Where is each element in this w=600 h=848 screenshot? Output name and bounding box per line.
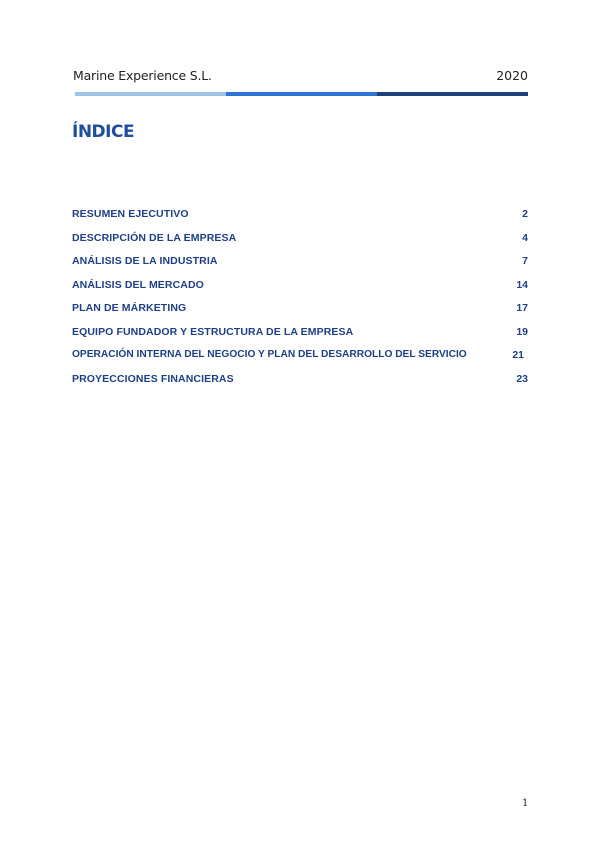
divider-segment-dark	[377, 92, 528, 96]
toc-entry-resumen[interactable]	[72, 208, 528, 232]
toc-entry-page: 7	[522, 255, 528, 267]
page-header	[73, 68, 528, 86]
toc-entry-page: 19	[516, 325, 528, 338]
header-year: 2020	[496, 68, 528, 83]
toc-entry-label: OPERACIÓN INTERNA DEL NEGOCIO Y PLAN DEL DESARROLLO DEL SERVICIO	[72, 349, 467, 360]
toc-entry-equipo[interactable]	[72, 326, 528, 350]
page-number: 1	[522, 798, 529, 809]
toc-entry-page: 17	[516, 302, 528, 314]
toc-entry-page: 21	[512, 349, 524, 361]
toc-entry-label: EQUIPO FUNDADOR Y ESTRUCTURA DE LA EMPRESA	[72, 325, 354, 338]
toc-entry-industria[interactable]	[72, 255, 528, 279]
toc-entry-page: 14	[516, 278, 528, 291]
toc-entry-page: 4	[522, 231, 528, 244]
table-of-contents	[72, 208, 528, 396]
toc-entry-label: PROYECCIONES FINANCIERAS	[72, 372, 234, 385]
company-name: Marine Experience S.L.	[73, 68, 212, 83]
toc-entry-mercado[interactable]	[72, 279, 528, 303]
toc-entry-label: RESUMEN EJECUTIVO	[72, 208, 189, 220]
header-divider	[75, 92, 528, 96]
toc-entry-proyecciones[interactable]	[72, 373, 528, 397]
toc-entry-marketing[interactable]	[72, 302, 528, 326]
divider-segment-light	[75, 92, 226, 96]
toc-entry-label: PLAN DE MÁRKETING	[72, 302, 187, 314]
toc-entry-descripcion[interactable]	[72, 232, 528, 256]
page-title: ÍNDICE	[72, 122, 135, 142]
toc-entry-label: DESCRIPCIÓN DE LA EMPRESA	[72, 231, 237, 244]
toc-entry-page: 23	[516, 372, 528, 385]
divider-segment-mid	[226, 92, 377, 96]
toc-entry-label: ANÁLISIS DE LA INDUSTRIA	[72, 255, 218, 267]
toc-entry-operacion[interactable]	[72, 349, 528, 373]
toc-entry-page: 2	[522, 208, 528, 220]
toc-entry-label: ANÁLISIS DEL MERCADO	[72, 278, 204, 291]
